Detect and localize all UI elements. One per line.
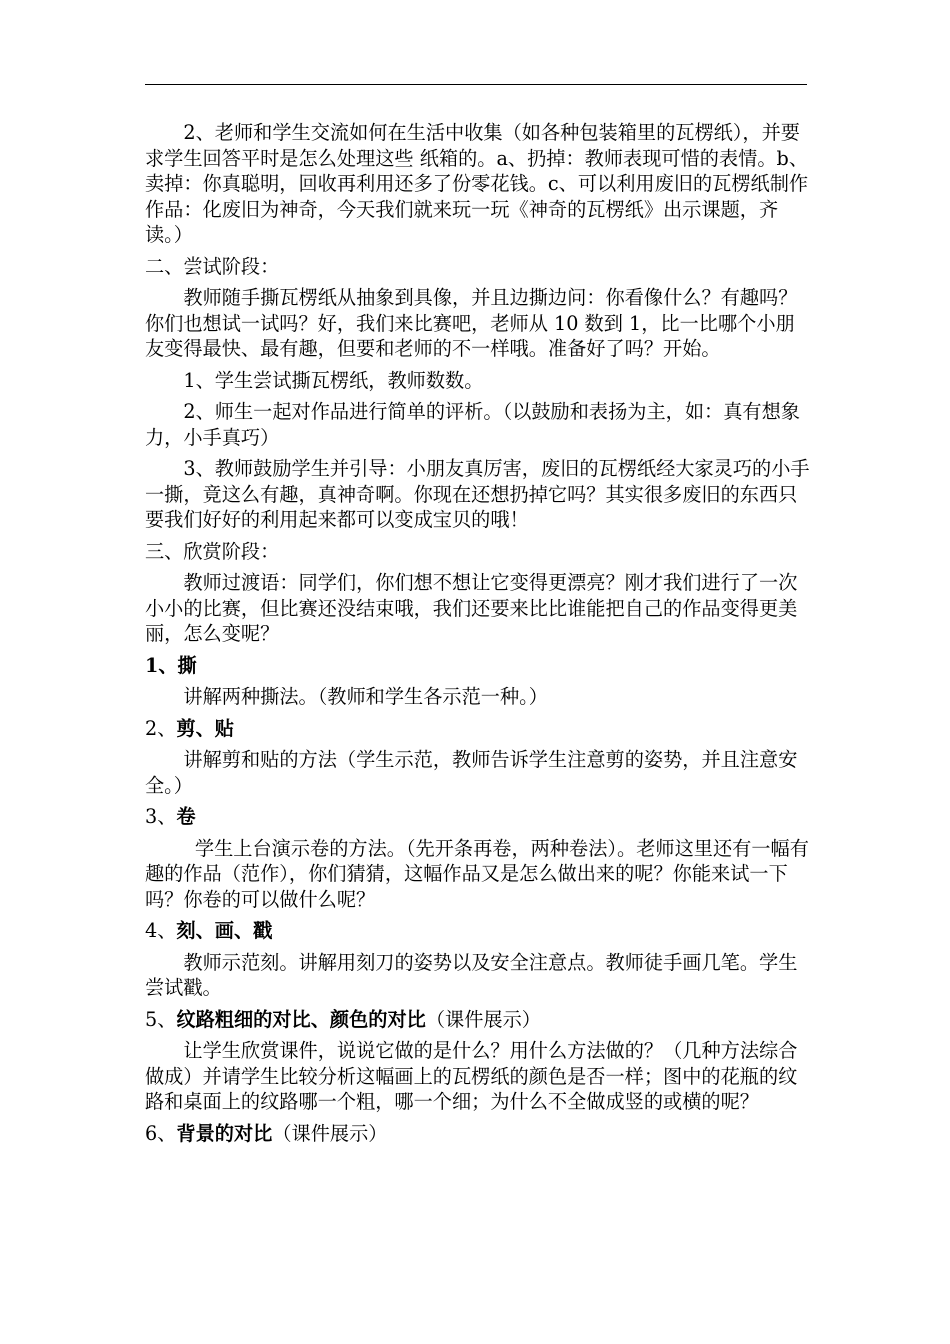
- section-heading-2: [145, 716, 810, 742]
- section-title: 刻、画、戳: [176, 919, 273, 942]
- section-num: 5、: [145, 1007, 177, 1031]
- paragraph-transition: 教师过渡语：同学们，你们想不想让它变得更漂亮？刚才我们进行了一次小小的比赛，但比赛还没结束哦，我们还要来比比谁能把自己的作品变得更美丽，怎么变呢？: [145, 571, 798, 645]
- section-body-2: 讲解剪和贴的方法（学生示范，教师告诉学生注意剪的姿势，并且注意安全。）: [145, 748, 798, 797]
- section-num: 6、: [145, 1121, 177, 1145]
- section-title: 纹路粗细的对比、颜色的对比: [176, 1007, 426, 1031]
- section-suffix: （课件展示）: [425, 1007, 541, 1031]
- section-heading-6: [145, 1121, 810, 1147]
- section-suffix: （课件展示）: [272, 1121, 388, 1145]
- section-heading-5: [145, 1007, 810, 1033]
- paragraph-step-1: 1、学生尝试撕瓦楞纸，教师数数。: [183, 368, 484, 392]
- document-body: [145, 120, 810, 1152]
- header-rule: [145, 84, 807, 85]
- section-heading-1: [145, 653, 810, 679]
- section-num: 1、: [145, 653, 178, 677]
- section-heading-4: [145, 918, 810, 944]
- heading-appreciate-stage: 三、欣赏阶段：: [145, 539, 280, 563]
- section-body-5: 让学生欣赏课件，说说它做的是什么？用什么方法做的？（几种方法综合做成）并请学生比较分析这幅画上的瓦楞纸的颜色是否一样；图中的花瓶的纹路和桌面上的纹路哪一个粗，哪一个细；为什么不全做成竖的或横的呢？: [145, 1039, 798, 1113]
- section-num: 4、: [145, 919, 177, 942]
- section-heading-3: [145, 804, 810, 830]
- section-num: 2、: [145, 716, 177, 740]
- section-num: 3、: [145, 805, 177, 828]
- section-body-3: 学生上台演示卷的方法。（先开条再卷，两种卷法）。老师这里还有一幅有趣的作品（范作），你们猜猜，这幅作品又是怎么做出来的呢？你能来试一下吗？你卷的可以做什么呢？: [145, 836, 809, 911]
- paragraph-step-3: 3、教师鼓励学生并引导：小朋友真厉害，废旧的瓦楞纸经大家灵巧的小手一撕，竟这么有趣，真神奇啊。你现在还想扔掉它吗？其实很多废旧的东西只要我们好好的利用起来都可以变成宝贝的哦！: [145, 457, 810, 531]
- paragraph-tear-demo: 教师随手撕瓦楞纸从抽象到具像，并且边撕边问：你看像什么？有趣吗？你们也想试一试吗？好，我们来比赛吧，老师从 10 数到 1，比一比哪个小朋友变得最快、最有趣，但要和老师的不一样哦。准备好了吗？开始。: [145, 286, 798, 360]
- section-title: 撕: [177, 653, 197, 677]
- section-body-1: 讲解两种撕法。（教师和学生各示范一种。）: [183, 685, 548, 708]
- paragraph-collect: 2、老师和学生交流如何在生活中收集（如各种包装箱里的瓦楞纸），并要求学生回答平时是怎么处理这些 纸箱的。a、扔掉：教师表现可惜的表情。b、卖掉：你真聪明，回收再利用还多了份零花钱。c、可以利用废旧的瓦楞纸制作作品：化废旧为神奇，今天我们就来玩一玩《神奇的瓦楞纸》出示课题，齐读。）: [145, 121, 809, 246]
- section-title: 卷: [176, 805, 196, 828]
- section-title: 背景的对比: [176, 1121, 273, 1145]
- section-title: 剪、贴: [176, 716, 234, 740]
- heading-try-stage: 二、尝试阶段：: [145, 254, 280, 278]
- paragraph-step-2: 2、师生一起对作品进行简单的评析。（以鼓励和表扬为主，如：真有想象力，小手真巧）: [145, 400, 800, 449]
- section-body-4: 教师示范刻。讲解用刻刀的姿势以及安全注意点。教师徒手画几笔。学生尝试戳。: [145, 950, 798, 999]
